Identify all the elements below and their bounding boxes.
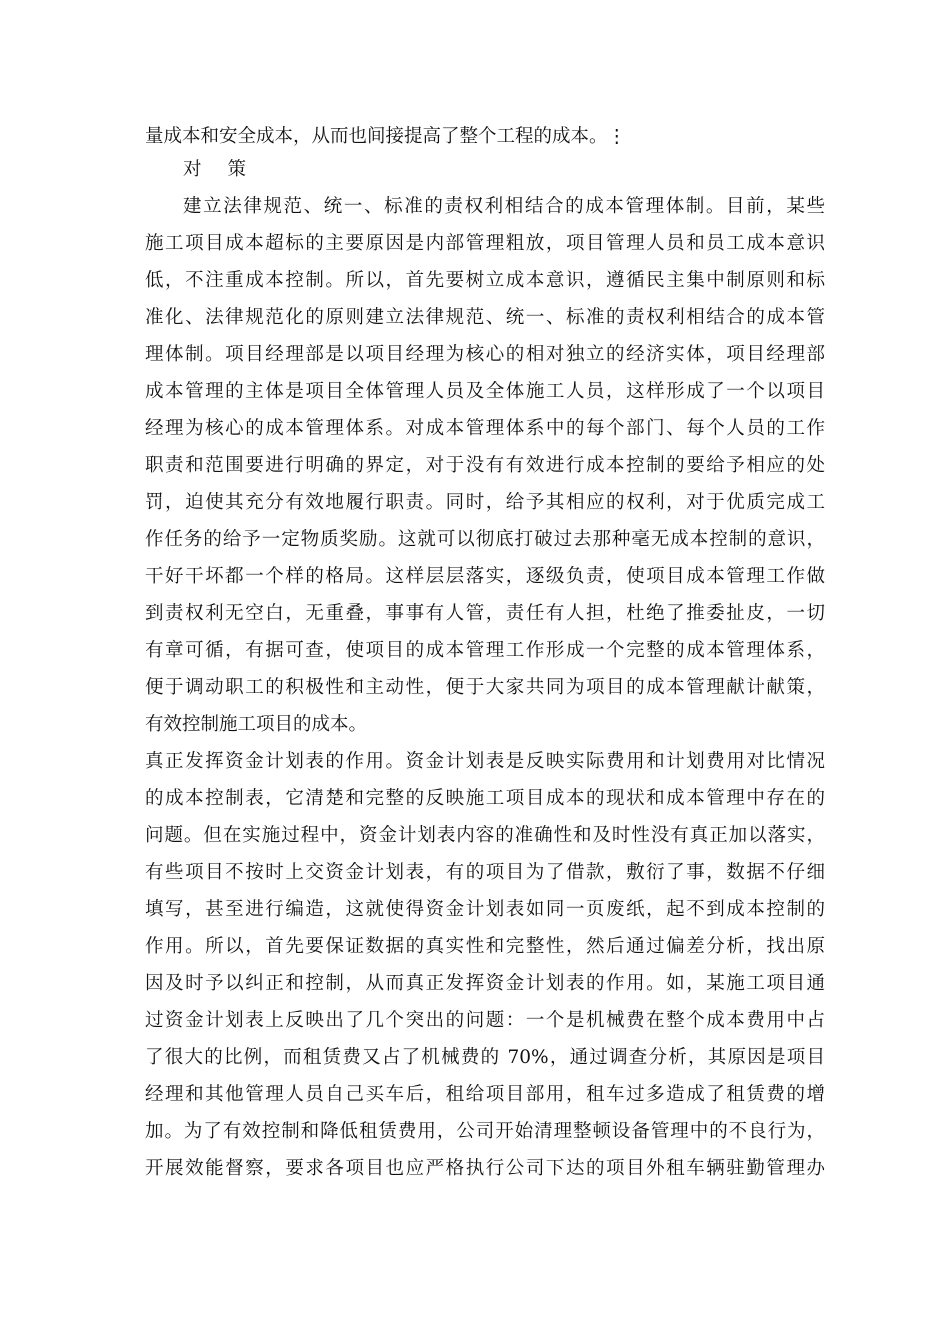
paragraph-2-line: 因及时予以纠正和控制，从而真正发挥资金计划表的作用。如，某施工项目通 [145, 973, 825, 994]
paragraph-1-line: 低，不注重成本控制。所以，首先要树立成本意识，遵循民主集中制原则和标 [145, 270, 825, 291]
paragraph-1-line: 成本管理的主体是项目全体管理人员及全体施工人员，这样形成了一个以项目 [145, 381, 825, 402]
paragraph-1-line: 职责和范围要进行明确的界定，对于没有有效进行成本控制的要给予相应的处 [145, 455, 825, 476]
paragraph-2-line: 经理和其他管理人员自己买车后，租给项目部用，租车过多造成了租赁费的增 [145, 1084, 825, 1105]
paragraph-2-line: 的成本控制表，它清楚和完整的反映施工项目成本的现状和成本管理中存在的 [145, 788, 825, 809]
paragraph-2-line: 真正发挥资金计划表的作用。资金计划表是反映实际费用和计划费用对比情况 [145, 751, 825, 772]
paragraph-1-line: 经理为核心的成本管理体系。对成本管理体系中的每个部门、每个人员的工作 [145, 418, 825, 439]
paragraph-1-line: 罚，迫使其充分有效地履行职责。同时，给予其相应的权利，对于优质完成工 [145, 492, 825, 513]
paragraph-2-line: 填写，甚至进行编造，这就使得资金计划表如同一页废纸，起不到成本控制的 [145, 899, 825, 920]
paragraph-1-line: 施工项目成本超标的主要原因是内部管理粗放，项目管理人员和员工成本意识 [145, 233, 825, 254]
paragraph-1-line: 干好干坏都一个样的格局。这样层层落实，逐级负责，使项目成本管理工作做 [145, 566, 825, 587]
paragraph-1-line: 到责权利无空白，无重叠，事事有人管，责任有人担，杜绝了推委扯皮，一切 [145, 603, 825, 624]
paragraph-2-line: 有些项目不按时上交资金计划表，有的项目为了借款，敷衍了事，数据不仔细 [145, 862, 825, 883]
paragraph-1-line: 准化、法律规范化的原则建立法律规范、统一、标准的责权利相结合的成本管 [145, 307, 825, 328]
paragraph-1-line: 便于调动职工的积极性和主动性，便于大家共同为项目的成本管理献计献策， [145, 677, 825, 698]
heading-char-2: 策 [227, 159, 247, 180]
heading-char-1: 对 [183, 159, 202, 180]
paragraph-1-line: 作任务的给予一定物质奖励。这就可以彻底打破过去那种毫无成本控制的意识， [145, 529, 825, 550]
paragraph-1-line: 有效控制施工项目的成本。 [145, 714, 368, 735]
paragraph-2-line: 加。为了有效控制和降低租赁费用，公司开始清理整顿设备管理中的不良行为， [145, 1121, 825, 1142]
paragraph-1-line: 建立法律规范、统一、标准的责权利相结合的成本管理体制。目前，某些 [183, 196, 825, 217]
paragraph-2-line: 过资金计划表上反映出了几个突出的问题：一个是机械费在整个成本费用中占 [145, 1010, 825, 1031]
paragraph-1-line: 理体制。项目经理部是以项目经理为核心的相对独立的经济实体，项目经理部 [145, 344, 825, 365]
paragraph-2-line: 开展效能督察，要求各项目也应严格执行公司下达的项目外租车辆驻勤管理办 [145, 1158, 825, 1179]
paragraph-1-line: 有章可循，有据可查，使项目的成本管理工作形成一个完整的成本管理体系， [145, 640, 825, 661]
paragraph-2-line: 了很大的比例，而租赁费又占了机械费的 70%，通过调查分析，其原因是项目 [145, 1047, 825, 1068]
section-heading [183, 156, 383, 184]
intro-line: 量成本和安全成本，从而也间接提高了整个工程的成本。⋮ [145, 126, 627, 147]
paragraph-2-line: 作用。所以，首先要保证数据的真实性和完整性，然后通过偏差分析，找出原 [145, 936, 825, 957]
paragraph-2-line: 问题。但在实施过程中，资金计划表内容的准确性和及时性没有真正加以落实， [145, 825, 825, 846]
